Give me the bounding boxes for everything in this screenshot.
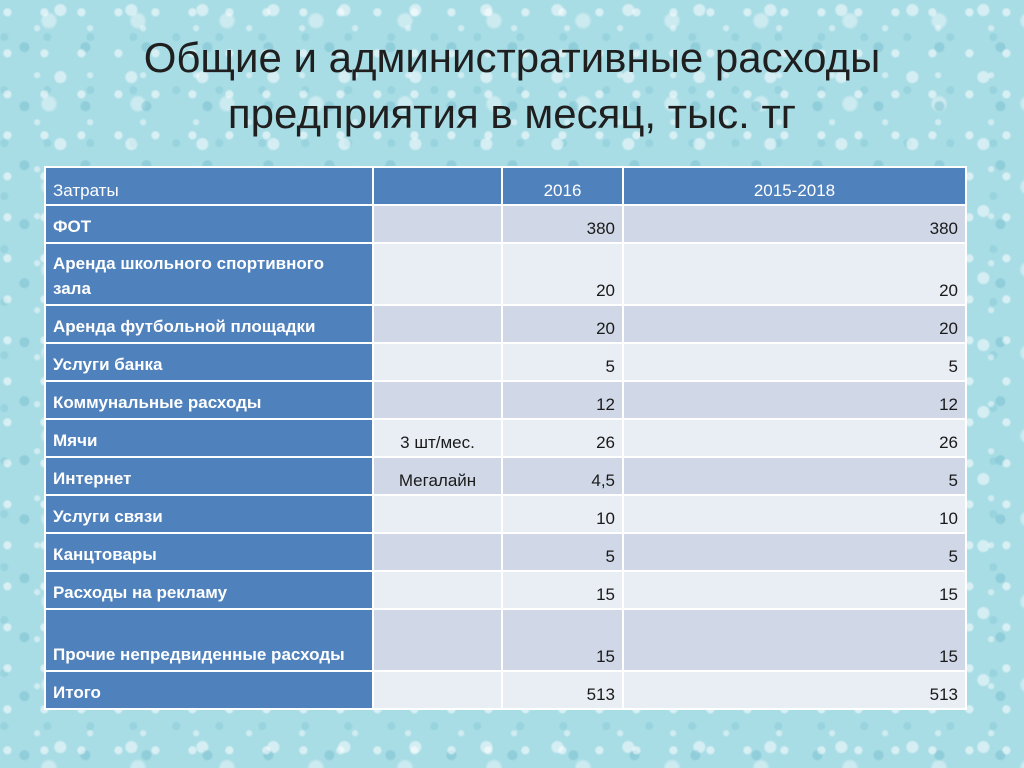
row-value-2016: 380	[502, 205, 623, 243]
header-costs: Затраты	[45, 167, 373, 205]
header-2016: 2016	[502, 167, 623, 205]
slide-title-line-1: Общие и административные расходы	[143, 34, 881, 81]
slide-title	[0, 30, 1024, 142]
row-value-2015-2018: 15	[623, 571, 966, 609]
expenses-table	[44, 166, 967, 710]
row-note	[373, 495, 502, 533]
row-note	[373, 381, 502, 419]
row-value-2016: 20	[502, 305, 623, 343]
row-value-2016: 513	[502, 671, 623, 709]
table-row-total	[45, 671, 966, 709]
row-label: Аренда футбольной площадки	[45, 305, 373, 343]
header-note	[373, 167, 502, 205]
row-value-2015-2018: 26	[623, 419, 966, 457]
row-value-2015-2018: 20	[623, 305, 966, 343]
row-value-2016: 5	[502, 533, 623, 571]
row-value-2015-2018: 5	[623, 457, 966, 495]
row-note	[373, 205, 502, 243]
table-row	[45, 495, 966, 533]
row-label: Аренда школьного спортивного зала	[45, 243, 373, 305]
table-row	[45, 419, 966, 457]
row-value-2016: 20	[502, 243, 623, 305]
row-value-2015-2018: 15	[623, 609, 966, 671]
table-row	[45, 205, 966, 243]
row-note	[373, 609, 502, 671]
row-value-2016: 4,5	[502, 457, 623, 495]
row-label: Услуги связи	[45, 495, 373, 533]
row-note	[373, 305, 502, 343]
table-header-row	[45, 167, 966, 205]
row-value-2016: 5	[502, 343, 623, 381]
row-label: Итого	[45, 671, 373, 709]
row-value-2015-2018: 380	[623, 205, 966, 243]
row-label: Расходы на рекламу	[45, 571, 373, 609]
row-note	[373, 571, 502, 609]
row-note	[373, 533, 502, 571]
table-row	[45, 533, 966, 571]
row-value-2015-2018: 12	[623, 381, 966, 419]
table-row	[45, 571, 966, 609]
row-note	[373, 243, 502, 305]
table-row	[45, 381, 966, 419]
row-label: Мячи	[45, 419, 373, 457]
table-row	[45, 305, 966, 343]
row-value-2016: 26	[502, 419, 623, 457]
row-value-2015-2018: 20	[623, 243, 966, 305]
table-row	[45, 457, 966, 495]
row-note: Мегалайн	[373, 457, 502, 495]
row-value-2016: 15	[502, 571, 623, 609]
row-value-2015-2018: 5	[623, 343, 966, 381]
row-label: Прочие непредвиденные расходы	[45, 609, 373, 671]
row-value-2015-2018: 10	[623, 495, 966, 533]
table-row	[45, 343, 966, 381]
row-value-2015-2018: 5	[623, 533, 966, 571]
table-row	[45, 243, 966, 305]
row-label: Интернет	[45, 457, 373, 495]
row-label: Канцтовары	[45, 533, 373, 571]
row-value-2016: 15	[502, 609, 623, 671]
row-value-2015-2018: 513	[623, 671, 966, 709]
row-note	[373, 671, 502, 709]
row-label: ФОТ	[45, 205, 373, 243]
row-note: 3 шт/мес.	[373, 419, 502, 457]
header-2015-2018: 2015-2018	[623, 167, 966, 205]
row-note	[373, 343, 502, 381]
row-value-2016: 10	[502, 495, 623, 533]
slide-title-line-2: предприятия в месяц, тыс. тг	[227, 90, 797, 137]
table-row	[45, 609, 966, 671]
row-label: Услуги банка	[45, 343, 373, 381]
row-label: Коммунальные расходы	[45, 381, 373, 419]
row-value-2016: 12	[502, 381, 623, 419]
